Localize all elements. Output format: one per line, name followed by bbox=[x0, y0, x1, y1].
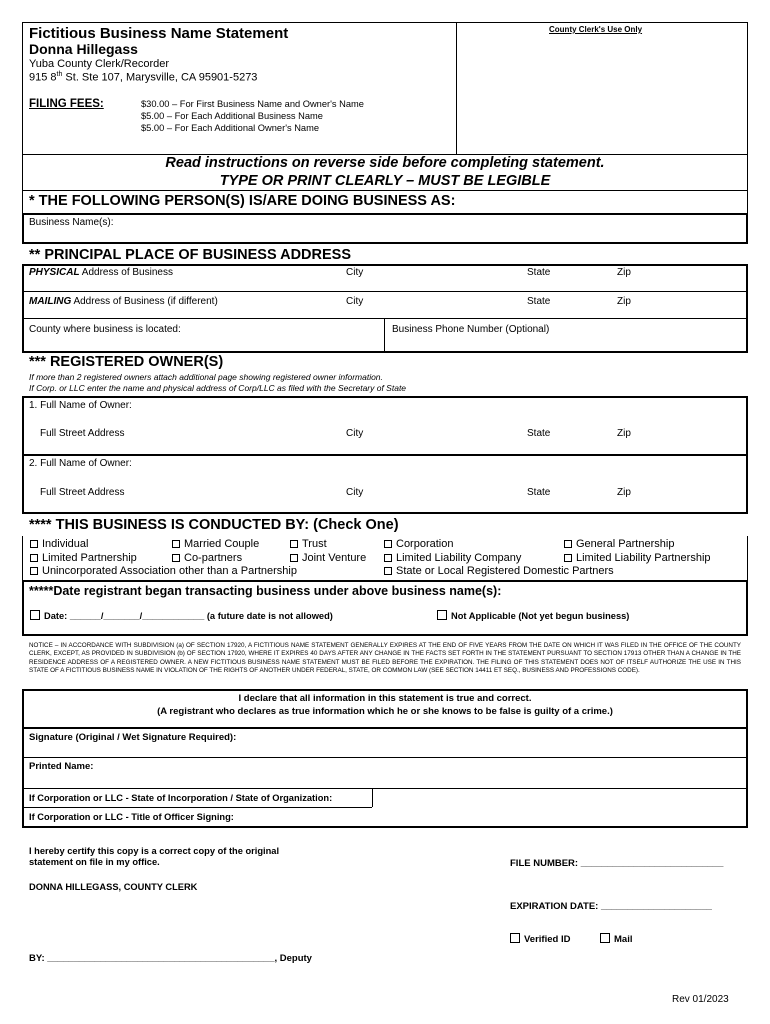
expiration-date-field[interactable]: EXPIRATION DATE: _____________________ bbox=[510, 901, 712, 912]
option-llp-label: Limited Liability Partnership bbox=[576, 552, 711, 564]
checkbox-icon[interactable] bbox=[564, 540, 572, 548]
owner2-city-label[interactable]: City bbox=[346, 487, 364, 498]
mailing-zip-label[interactable]: Zip bbox=[617, 296, 631, 307]
date-field[interactable] bbox=[30, 610, 333, 621]
not-applicable-label: Not Applicable (Not yet begun business) bbox=[451, 611, 630, 621]
instructions-rule bbox=[22, 190, 748, 191]
instructions-line-2: TYPE OR PRINT CLEARLY – MUST BE LEGIBLE bbox=[219, 173, 551, 189]
option-married[interactable] bbox=[172, 538, 259, 550]
mailing-city-label[interactable]: City bbox=[346, 296, 364, 307]
checkbox-icon[interactable] bbox=[384, 567, 392, 575]
option-llp[interactable] bbox=[564, 552, 711, 564]
option-corporation[interactable] bbox=[384, 538, 453, 550]
mailing-address-label[interactable] bbox=[29, 296, 218, 307]
option-unincorporated[interactable] bbox=[30, 565, 297, 577]
header-divider bbox=[456, 22, 457, 155]
option-trust-label: Trust bbox=[302, 538, 327, 550]
address-divider bbox=[384, 318, 385, 353]
option-state-local-label: State or Local Registered Domestic Partners bbox=[396, 565, 614, 577]
option-general[interactable] bbox=[564, 538, 674, 550]
checkbox-icon[interactable] bbox=[30, 554, 38, 562]
verified-id-option[interactable] bbox=[510, 933, 570, 945]
mailing-bold: MAILING bbox=[29, 296, 72, 307]
option-individual[interactable] bbox=[30, 538, 88, 550]
checkbox-icon[interactable] bbox=[510, 933, 520, 943]
section4-heading: **** THIS BUSINESS IS CONDUCTED BY: (Check One) bbox=[29, 517, 399, 533]
owner1-zip-label[interactable]: Zip bbox=[617, 428, 631, 439]
option-corporation-label: Corporation bbox=[396, 538, 454, 550]
option-limited[interactable] bbox=[30, 552, 137, 564]
address-rest: St. Ste 107, Marysville, CA 95901-5273 bbox=[62, 71, 258, 84]
address-suffix: th bbox=[56, 71, 63, 78]
corp-state-divider bbox=[372, 788, 373, 807]
checkbox-icon[interactable] bbox=[600, 933, 610, 943]
declaration-line-1: I declare that all information in this statement is true and correct. bbox=[238, 693, 532, 704]
declaration-rule-1 bbox=[22, 727, 748, 729]
mail-label: Mail bbox=[614, 934, 633, 945]
declaration-rule-2 bbox=[22, 757, 748, 758]
address-rule-2 bbox=[22, 318, 748, 319]
certify-line-2: statement on file in my office. bbox=[29, 857, 160, 867]
checkbox-icon[interactable] bbox=[564, 554, 572, 562]
option-trust[interactable] bbox=[290, 538, 327, 550]
option-copartners-label: Co-partners bbox=[184, 552, 243, 564]
checkbox-icon[interactable] bbox=[30, 610, 40, 620]
option-llc[interactable] bbox=[384, 552, 521, 564]
clerk-use-only: County Clerk's Use Only bbox=[549, 25, 643, 34]
section5-heading: *****Date registrant began transacting business under above business name(s): bbox=[29, 584, 502, 598]
checkbox-icon[interactable] bbox=[290, 540, 298, 548]
section3-heading: *** REGISTERED OWNER(S) bbox=[29, 354, 224, 370]
physical-bold: PHYSICAL bbox=[29, 267, 80, 278]
clerk-signature-name: DONNA HILLEGASS, COUNTY CLERK bbox=[29, 882, 198, 892]
phone-label[interactable]: Business Phone Number (Optional) bbox=[392, 324, 550, 335]
fee-line-2: $5.00 – For Each Additional Business Name bbox=[141, 111, 323, 121]
owner2-zip-label[interactable]: Zip bbox=[617, 487, 631, 498]
owner1-state-label[interactable]: State bbox=[527, 428, 551, 439]
expiration-notice: NOTICE – IN ACCORDANCE WITH SUBDIVISION (a) OF SECTION 17920, A FICTITIOUS NAME STATEMENT GENERALLY EXPIRES AT THE END OF FIVE YEARS FROM THE DATE ON WHICH IT WAS FILED IN THE OFFICE OF THE COUNTY CLERK, EXCEPT, AS PROVIDED IN SUBDIVISION (b) OF SECTION 17920, WHERE IT EXPIRES 40 DAYS AFTER ANY CHANGE IN THE FACTS SET FORTH IN THE STATEMENT PURSUANT TO SECTION 17913 OTHER THAN A CHANGE IN THE RESIDENCE ADDRESS OF A REGISTERED OWNER. A NEW FICTITIOUS BUSINESS NAME STATEMENT MUST BE FILED BEFORE THE EXPIRATION. THE FILING OF THIS STATEMENT DOES NOT OF ITSELF AUTHORIZE THE USE IN THIS STATE OF A FICTITIOUS BUSINESS NAME IN VIOLATION OF THE RIGHTS OF ANOTHER UNDER FEDERAL, STATE, OR COMMON LAW (SEE SECTION 14411 ET SEQ., BUSINESS AND PROFESSIONS CODE). bbox=[29, 642, 741, 674]
physical-city-label[interactable]: City bbox=[346, 267, 364, 278]
owners-note-1: If more than 2 registered owners attach additional page showing registered owner information. bbox=[29, 372, 383, 382]
declaration-rule-3 bbox=[22, 788, 748, 789]
clerk-name: Donna Hillegass bbox=[29, 41, 138, 57]
checkbox-icon[interactable] bbox=[172, 554, 180, 562]
checkbox-icon[interactable] bbox=[30, 567, 38, 575]
corp-title-label[interactable]: If Corporation or LLC - Title of Officer Signing: bbox=[29, 812, 234, 822]
signature-label[interactable]: Signature (Original / Wet Signature Required): bbox=[29, 732, 237, 743]
fee-line-3: $5.00 – For Each Additional Owner's Name bbox=[141, 123, 319, 133]
declaration-rule-4 bbox=[22, 807, 372, 808]
option-joint-label: Joint Venture bbox=[302, 552, 367, 564]
declaration-line-2: (A registrant who declares as true information which he or she knows to be false is guilty of a crime.) bbox=[157, 706, 613, 717]
revision-label: Rev 01/2023 bbox=[672, 994, 729, 1005]
owner1-name-label[interactable]: 1. Full Name of Owner: bbox=[29, 400, 132, 411]
option-individual-label: Individual bbox=[42, 538, 89, 550]
file-number-field[interactable]: FILE NUMBER: ___________________________ bbox=[510, 858, 724, 869]
office-name: Yuba County Clerk/Recorder bbox=[29, 58, 170, 70]
checkbox-icon[interactable] bbox=[384, 554, 392, 562]
not-applicable[interactable] bbox=[437, 610, 629, 621]
physical-address-label[interactable] bbox=[29, 267, 173, 278]
mail-option[interactable] bbox=[600, 933, 632, 945]
option-copartners[interactable] bbox=[172, 552, 242, 564]
checkbox-icon[interactable] bbox=[290, 554, 298, 562]
option-limited-label: Limited Partnership bbox=[42, 552, 137, 564]
section2-heading: ** PRINCIPAL PLACE OF BUSINESS ADDRESS bbox=[29, 247, 352, 263]
physical-zip-label[interactable]: Zip bbox=[617, 267, 631, 278]
owner1-street-label[interactable]: Full Street Address bbox=[40, 428, 125, 439]
option-general-label: General Partnership bbox=[576, 538, 675, 550]
owner2-state-label[interactable]: State bbox=[527, 487, 551, 498]
deputy-line[interactable]: BY: ___________________________________________, Deputy bbox=[29, 953, 312, 964]
instructions-line-1: Read instructions on reverse side before completing statement. bbox=[165, 155, 605, 171]
owner1-city-label[interactable]: City bbox=[346, 428, 364, 439]
owners-note-2: If Corp. or LLC enter the name and physical address of Corp/LLC as filed with the Secretary of State bbox=[29, 383, 407, 393]
address-rule-1 bbox=[22, 291, 748, 292]
address-number: 915 8 bbox=[29, 71, 57, 84]
printed-name-label[interactable]: Printed Name: bbox=[29, 761, 94, 772]
mailing-rest: Address of Business (if different) bbox=[71, 296, 218, 307]
option-married-label: Married Couple bbox=[184, 538, 260, 550]
section1-heading: * THE FOLLOWING PERSON(S) IS/ARE DOING BUSINESS AS: bbox=[29, 193, 456, 209]
certify-line-1: I hereby certify this copy is a correct copy of the original bbox=[29, 846, 280, 856]
owner2-name-label[interactable]: 2. Full Name of Owner: bbox=[29, 458, 132, 469]
date-label: Date: ______/_______/____________ (a future date is not allowed) bbox=[44, 611, 333, 621]
option-llc-label: Limited Liability Company bbox=[396, 552, 522, 564]
physical-rest: Address of Business bbox=[79, 267, 173, 278]
option-unincorporated-label: Unincorporated Association other than a Partnership bbox=[42, 565, 297, 577]
option-state-local[interactable] bbox=[384, 565, 614, 577]
checkbox-icon[interactable] bbox=[437, 610, 447, 620]
office-address bbox=[29, 71, 257, 84]
corp-state-label[interactable]: If Corporation or LLC - State of Incorporation / State of Organization: bbox=[29, 793, 333, 803]
checkbox-icon[interactable] bbox=[30, 540, 38, 548]
county-label[interactable]: County where business is located: bbox=[29, 324, 181, 335]
owners-rule bbox=[22, 454, 748, 456]
owner2-street-label[interactable]: Full Street Address bbox=[40, 487, 125, 498]
business-name-label: Business Name(s): bbox=[29, 217, 114, 228]
checkbox-icon[interactable] bbox=[384, 540, 392, 548]
option-joint[interactable] bbox=[290, 552, 366, 564]
form-title: Fictitious Business Name Statement bbox=[29, 25, 289, 42]
filing-fees-label: FILING FEES: bbox=[29, 98, 104, 110]
business-name-field[interactable] bbox=[22, 213, 748, 244]
physical-state-label[interactable]: State bbox=[527, 267, 551, 278]
verified-id-label: Verified ID bbox=[524, 934, 571, 945]
fee-line-1: $30.00 – For First Business Name and Owner's Name bbox=[141, 99, 364, 109]
mailing-state-label[interactable]: State bbox=[527, 296, 551, 307]
checkbox-icon[interactable] bbox=[172, 540, 180, 548]
